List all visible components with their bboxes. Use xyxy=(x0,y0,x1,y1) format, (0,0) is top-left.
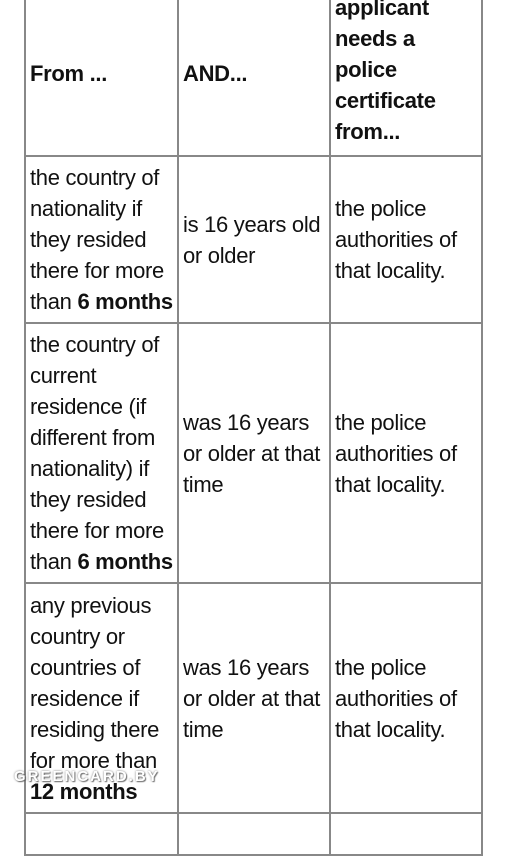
authority-cell: the police authorities of that locality. xyxy=(330,323,482,583)
and-cell: was 16 years or older at that time xyxy=(178,323,330,583)
police-certificate-table xyxy=(24,0,483,856)
table-row xyxy=(25,323,482,583)
from-duration: 6 months xyxy=(77,289,173,314)
and-cell: is 16 years old or older xyxy=(178,156,330,323)
empty-cell xyxy=(330,813,482,855)
table-header-row xyxy=(25,0,482,156)
from-text: the country of nationality if they resided there for more than xyxy=(30,165,164,314)
authority-cell: the police authorities of that locality. xyxy=(330,583,482,813)
header-from: From ... xyxy=(25,0,178,156)
from-duration: 6 months xyxy=(77,549,173,574)
from-cell xyxy=(25,156,178,323)
header-applicant-needs: applicant needs a police certificate from... xyxy=(330,0,482,156)
table-row-partial xyxy=(25,813,482,855)
authority-cell: the police authorities of that locality. xyxy=(330,156,482,323)
from-text: any previous country or countries of residence if residing there for more than xyxy=(30,592,160,773)
empty-cell xyxy=(25,813,178,855)
from-text: the country of current residence (if different from nationality) if they resided there for more than xyxy=(30,332,164,574)
empty-cell xyxy=(178,813,330,855)
watermark-logo: GREENCARD.BY xyxy=(14,768,160,785)
header-and: AND... xyxy=(178,0,330,156)
from-duration: 12 months xyxy=(30,778,138,804)
from-cell xyxy=(25,323,178,583)
and-cell: was 16 years or older at that time xyxy=(178,583,330,813)
table-row xyxy=(25,156,482,323)
